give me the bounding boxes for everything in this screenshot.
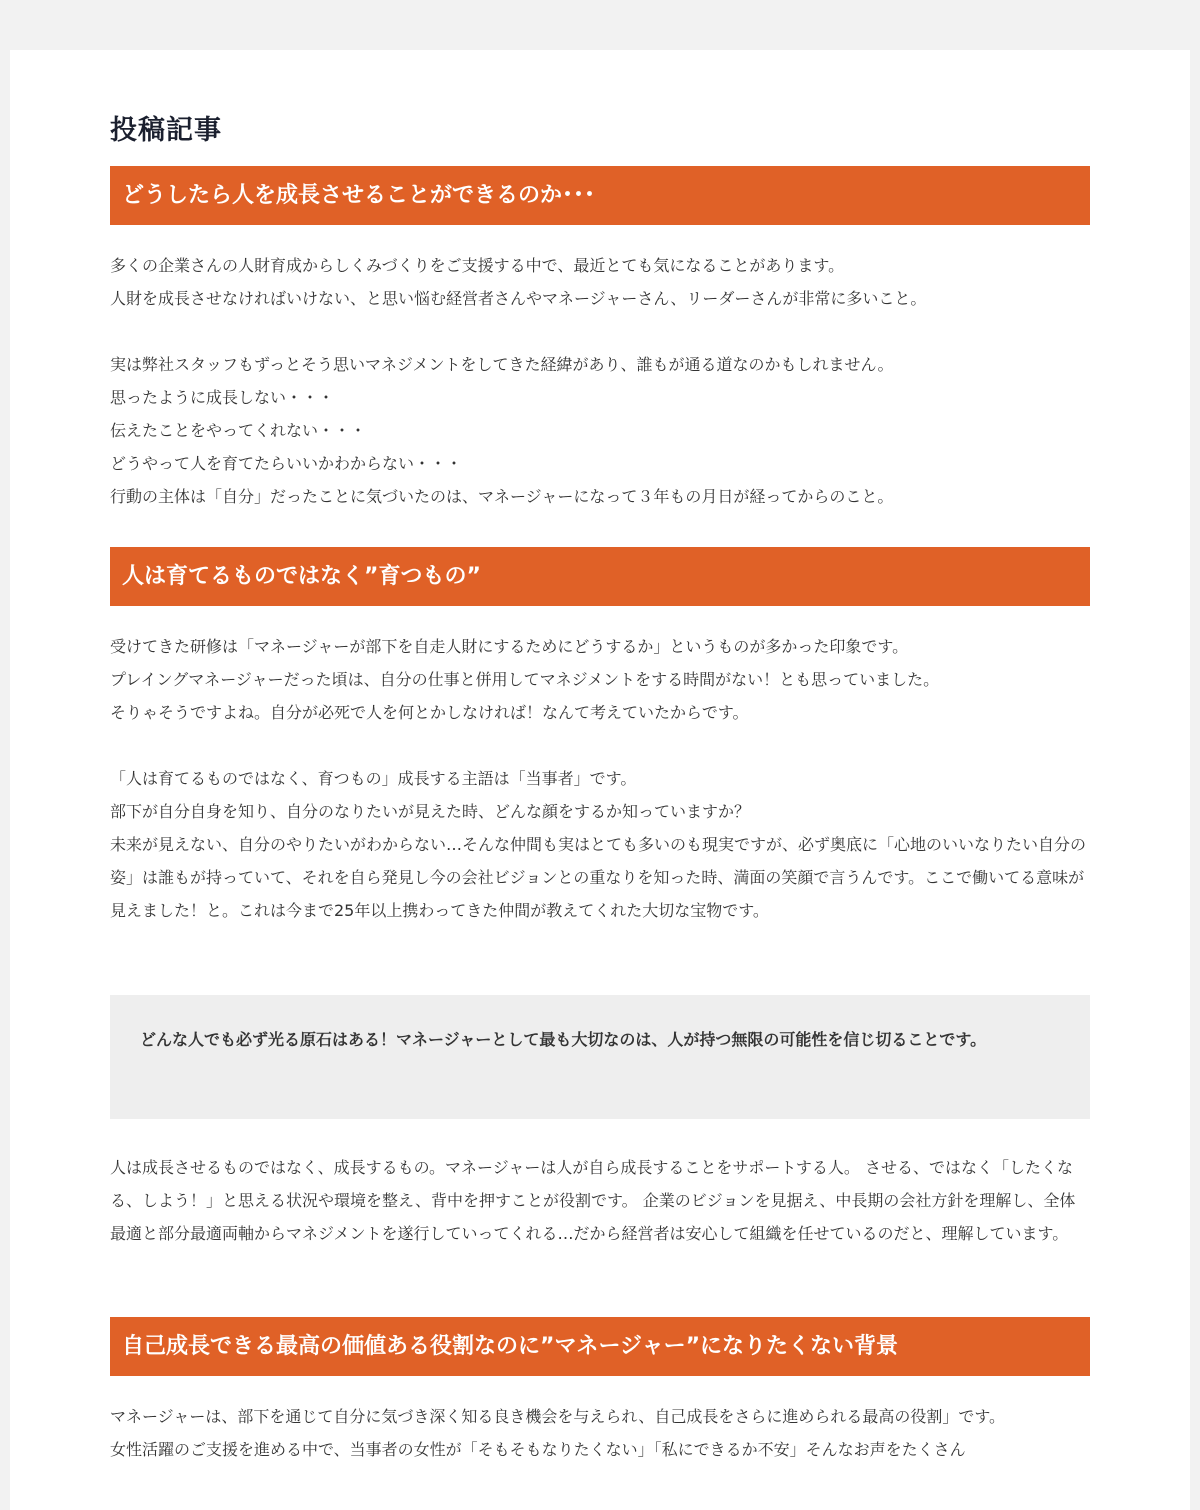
blockquote [110, 995, 1090, 1119]
paragraph-line: 女性活躍のご支援を進める中で、当事者の女性が「そもそもなりたくない」「私にできるか不安」そんなお声をたくさん [110, 1440, 966, 1459]
section-heading-1: どうしたら人を成長させることができるのか･･･ [110, 166, 1090, 225]
article-card [10, 50, 1190, 1510]
section-heading-2: 人は育てるものではなく”育つもの” [110, 547, 1090, 606]
paragraph-line: 伝えたことをやってくれない・・・ [110, 421, 367, 440]
section-heading-3: 自己成長できる最高の価値ある役割なのに”マネージャー”になりたくない背景 [110, 1317, 1090, 1376]
paragraph-line: そりゃそうですよね。自分が必死で人を何とかしなければ！なんて考えていたからです。 [110, 703, 749, 722]
paragraph-line: 未来が見えない、自分のやりたいがわからない…そんな仲間も実はとても多いのも現実ですが、必ず奥底に「心地のいいなりたい自分の姿」は誰もが持っていて、それを自ら発見し今の会社ビジョンとの重なりを知った時、満面の笑顔で言うんです。ここで働いてる意味が見えました！と。これは今まで25年以上携わってきた仲間が教えてくれた大切な宝物です。 [110, 835, 1087, 920]
paragraph-block [110, 348, 1090, 513]
paragraph-line: マネージャーは、部下を通じて自分に気づき深く知る良き機会を与えられ、自己成長をさらに進められる最高の役割」です。 [110, 1407, 1006, 1426]
paragraph-line: 実は弊社スタッフもずっとそう思いマネジメントをしてきた経緯があり、誰もが通る道なのかもしれません。 [110, 355, 894, 374]
paragraph-line: 人は成長させるものではなく、成長するもの。マネージャーは人が自ら成長することをサポートする人。 させる、ではなく「したくなる、しよう！」と思える状況や環境を整え、背中を押すことが役割です。 企業のビジョンを見据え、中長期の会社方針を理解し、全体最適と部分最適両軸からマネジメントを遂行していってくれる…だから経営者は安心して組織を任せているのだと、理解しています。 [110, 1158, 1076, 1243]
paragraph-line: 思ったように成長しない・・・ [110, 388, 335, 407]
paragraph-block [110, 249, 1090, 315]
paragraph-line: プレイングマネージャーだった頃は、自分の仕事と併用してマネジメントをする時間がない！とも思っていました。 [110, 670, 940, 689]
paragraph-line: 「人は育てるものではなく、育つもの」成長する主語は「当事者」です。 [110, 769, 637, 788]
paragraph-line: どうやって人を育てたらいいかわからない・・・ [110, 454, 463, 473]
paragraph-line: 多くの企業さんの人財育成からしくみづくりをご支援する中で、最近とても気になることがあります。 [110, 256, 845, 275]
paragraph-block [110, 630, 1090, 729]
paragraph-line: 行動の主体は「自分」だったことに気づいたのは、マネージャーになって３年もの月日が経ってからのこと。 [110, 487, 894, 506]
paragraph-line: 人財を成長させなければいけない、と思い悩む経営者さんやマネージャーさん、リーダーさんが非常に多いこと。 [110, 289, 927, 308]
paragraph-block [110, 1151, 1090, 1250]
paragraph-line: 部下が自分自身を知り、自分のなりたいが見えた時、どんな顔をするか知っていますか？ [110, 802, 751, 821]
paragraph-line: 受けてきた研修は「マネージャーが部下を自走人財にするためにどうするか」というものが多かった印象です。 [110, 637, 909, 656]
paragraph-block [110, 1400, 1090, 1466]
paragraph-block [110, 762, 1090, 927]
page-title: 投稿記事 [110, 115, 222, 146]
blockquote-text: どんな人でも必ず光る原石はある！マネージャーとして最も大切なのは、人が持つ無限の可能性を信じ切ることです。 [140, 1030, 987, 1049]
